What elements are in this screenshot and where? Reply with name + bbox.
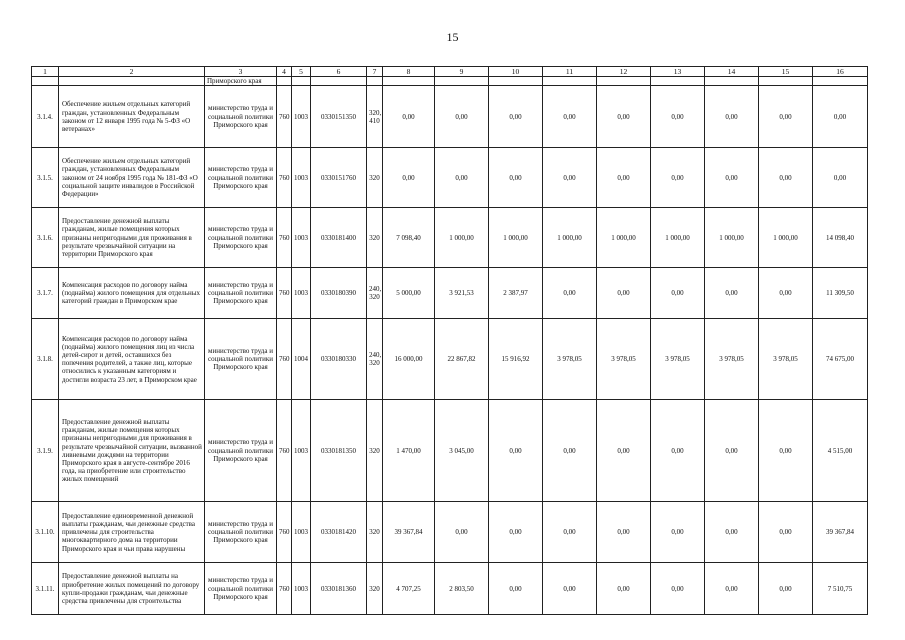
row-value: 0,00 [651,268,705,319]
row-value: 2 387,97 [489,268,543,319]
row-description: Предоставление денежной выплаты гражданам, жилые помещения которых признаны непригодными для проживания в результате чрезвычайной ситуации, вызванной ливневыми дождями на территории Приморского края в августе-сентябре 2016 года, на приобретение или строительство жилых помещений [59,400,205,502]
row-value: 5 000,00 [383,268,435,319]
row-col4: 760 [277,208,292,268]
row-col5: 1003 [292,208,311,268]
header-cell-2: 2 [59,67,205,77]
row-value: 0,00 [759,563,813,615]
row-agency: министерство труда и социальной политики Приморского края [205,319,277,400]
row-col6: 0330181400 [311,208,367,268]
row-value: 0,00 [705,502,759,563]
row-col7: 320 [367,208,383,268]
row-value: 0,00 [759,86,813,148]
continuation-cell [759,77,813,86]
row-col7: 320, 410 [367,86,383,148]
table-row [32,148,868,208]
continuation-cell [32,77,59,86]
row-col4: 760 [277,563,292,615]
continuation-cell [489,77,543,86]
row-value: 1 000,00 [543,208,597,268]
row-value: 1 000,00 [435,208,489,268]
row-col5: 1003 [292,563,311,615]
row-value: 0,00 [383,148,435,208]
table-row [32,208,868,268]
row-col5: 1004 [292,319,311,400]
row-total: 0,00 [813,86,868,148]
row-description: Предоставление денежной выплаты гражданам, жилые помещения которых признаны непригодными для проживания в результате чрезвычайной ситуации на территории Приморского края [59,208,205,268]
continuation-cell [311,77,367,86]
row-value: 1 000,00 [597,208,651,268]
header-cell-10: 10 [489,67,543,77]
continuation-cell [597,77,651,86]
row-value: 0,00 [543,400,597,502]
row-agency: министерство труда и социальной политики Приморского края [205,86,277,148]
header-cell-7: 7 [367,67,383,77]
header-cell-16: 16 [813,67,868,77]
row-value: 39 367,84 [383,502,435,563]
row-total: 14 098,40 [813,208,868,268]
row-col4: 760 [277,319,292,400]
row-value: 0,00 [597,400,651,502]
row-col4: 760 [277,268,292,319]
table-row [32,268,868,319]
row-agency: министерство труда и социальной политики Приморского края [205,268,277,319]
header-row [32,67,868,77]
row-value: 0,00 [489,400,543,502]
row-value: 0,00 [759,148,813,208]
header-cell-8: 8 [383,67,435,77]
row-value: 0,00 [759,502,813,563]
row-value: 0,00 [759,268,813,319]
row-value: 0,00 [597,86,651,148]
continuation-cell [367,77,383,86]
row-value: 16 000,00 [383,319,435,400]
row-agency: министерство труда и социальной политики Приморского края [205,400,277,502]
row-value: 0,00 [651,148,705,208]
row-value: 0,00 [543,502,597,563]
header-cell-15: 15 [759,67,813,77]
row-col5: 1003 [292,502,311,563]
row-agency: министерство труда и социальной политики Приморского края [205,148,277,208]
row-value: 0,00 [597,563,651,615]
row-col5: 1003 [292,148,311,208]
header-cell-9: 9 [435,67,489,77]
row-id: 3.1.7. [32,268,59,319]
row-col6: 0330151350 [311,86,367,148]
row-value: 0,00 [705,148,759,208]
row-value: 0,00 [489,563,543,615]
row-value: 3 921,53 [435,268,489,319]
continuation-cell [277,77,292,86]
row-col4: 760 [277,400,292,502]
row-id: 3.1.5. [32,148,59,208]
continuation-cell [435,77,489,86]
row-description: Компенсация расходов по договору найма (поднайма) жилого помещения для отдельных категорий граждан в Приморском крае [59,268,205,319]
row-col6: 0330151760 [311,148,367,208]
row-description: Обеспечение жильем отдельных категорий граждан, установленных Федеральным законом от 12 января 1995 года № 5-ФЗ «О ветеранах» [59,86,205,148]
table-row [32,563,868,615]
row-value: 1 470,00 [383,400,435,502]
row-value: 0,00 [759,400,813,502]
header-cell-1: 1 [32,67,59,77]
header-cell-3: 3 [205,67,277,77]
row-col5: 1003 [292,268,311,319]
row-description: Предоставление денежной выплаты на приобретение жилых помещений по договору купли-продажи гражданам, чьи денежные средства привлечены для строительства [59,563,205,615]
row-value: 0,00 [651,400,705,502]
row-description: Предоставление единовременной денежной выплаты гражданам, чьи денежные средства привлечены для строительства многоквартирного дома на территории Приморского края и чьи права нарушены [59,502,205,563]
row-id: 3.1.11. [32,563,59,615]
header-cell-14: 14 [705,67,759,77]
row-value: 0,00 [543,86,597,148]
row-value: 1 000,00 [651,208,705,268]
row-description: Обеспечение жильем отдельных категорий граждан, установленных Федеральным законом от 24 ноября 1995 года № 181-ФЗ «О социальной защите инвалидов в Российской Федерации» [59,148,205,208]
row-value: 0,00 [435,86,489,148]
row-value: 0,00 [597,148,651,208]
row-col6: 0330180330 [311,319,367,400]
row-value: 0,00 [489,86,543,148]
row-col6: 0330180390 [311,268,367,319]
row-value: 0,00 [383,86,435,148]
row-value: 0,00 [651,502,705,563]
continuation-row [32,77,868,86]
row-value: 0,00 [543,563,597,615]
row-value: 3 978,05 [759,319,813,400]
continuation-cell [292,77,311,86]
row-total: 74 675,00 [813,319,868,400]
row-agency: министерство труда и социальной политики Приморского края [205,208,277,268]
continuation-cell [59,77,205,86]
row-col7: 240, 320 [367,319,383,400]
row-value: 1 000,00 [489,208,543,268]
row-description: Компенсация расходов по договору найма (поднайма) жилого помещения лиц из числа детей-сирот и детей, оставшихся без попечения родителей, а также лиц, которые относились к указанным категориям и достигли возраста 23 лет, в Приморском крае [59,319,205,400]
row-col7: 240, 320 [367,268,383,319]
row-value: 0,00 [435,148,489,208]
header-cell-6: 6 [311,67,367,77]
page-number: 15 [446,30,459,44]
row-col7: 320 [367,563,383,615]
header-cell-11: 11 [543,67,597,77]
row-agency: министерство труда и социальной политики Приморского края [205,502,277,563]
row-total: 0,00 [813,148,868,208]
header-cell-12: 12 [597,67,651,77]
continuation-cell [705,77,759,86]
row-col6: 0330181350 [311,400,367,502]
row-value: 0,00 [543,148,597,208]
row-value: 3 978,05 [651,319,705,400]
row-value: 4 707,25 [383,563,435,615]
row-value: 0,00 [705,86,759,148]
table-row [32,400,868,502]
budget-table [31,66,868,615]
row-value: 0,00 [543,268,597,319]
row-value: 2 803,50 [435,563,489,615]
row-value: 1 000,00 [759,208,813,268]
row-col7: 320 [367,148,383,208]
row-col4: 760 [277,502,292,563]
row-id: 3.1.10. [32,502,59,563]
row-col5: 1003 [292,400,311,502]
row-value: 3 978,05 [543,319,597,400]
row-value: 3 045,00 [435,400,489,502]
row-col4: 760 [277,86,292,148]
row-total: 4 515,00 [813,400,868,502]
row-value: 0,00 [651,563,705,615]
row-col7: 320 [367,502,383,563]
row-value: 0,00 [489,148,543,208]
header-cell-13: 13 [651,67,705,77]
table-row [32,502,868,563]
table-row [32,86,868,148]
row-total: 7 510,75 [813,563,868,615]
row-value: 15 916,92 [489,319,543,400]
row-value: 22 867,82 [435,319,489,400]
row-value: 0,00 [705,563,759,615]
row-value: 0,00 [435,502,489,563]
row-value: 0,00 [705,268,759,319]
row-col7: 320 [367,400,383,502]
row-id: 3.1.4. [32,86,59,148]
header-cell-5: 5 [292,67,311,77]
continuation-cell [651,77,705,86]
row-value: 0,00 [705,400,759,502]
continuation-agency: Приморского края [205,77,277,86]
row-id: 3.1.6. [32,208,59,268]
row-col4: 760 [277,148,292,208]
row-value: 0,00 [489,502,543,563]
row-total: 11 309,50 [813,268,868,319]
continuation-cell [383,77,435,86]
row-value: 3 978,05 [597,319,651,400]
continuation-cell [543,77,597,86]
header-cell-4: 4 [277,67,292,77]
table-row [32,319,868,400]
row-total: 39 367,84 [813,502,868,563]
row-value: 1 000,00 [705,208,759,268]
row-value: 0,00 [597,268,651,319]
row-value: 7 098,40 [383,208,435,268]
row-value: 0,00 [597,502,651,563]
row-col6: 0330181360 [311,563,367,615]
row-id: 3.1.8. [32,319,59,400]
row-value: 0,00 [651,86,705,148]
row-id: 3.1.9. [32,400,59,502]
table-body [32,67,868,615]
continuation-cell [813,77,868,86]
row-value: 3 978,05 [705,319,759,400]
row-col6: 0330181420 [311,502,367,563]
row-agency: министерство труда и социальной политики Приморского края [205,563,277,615]
row-col5: 1003 [292,86,311,148]
